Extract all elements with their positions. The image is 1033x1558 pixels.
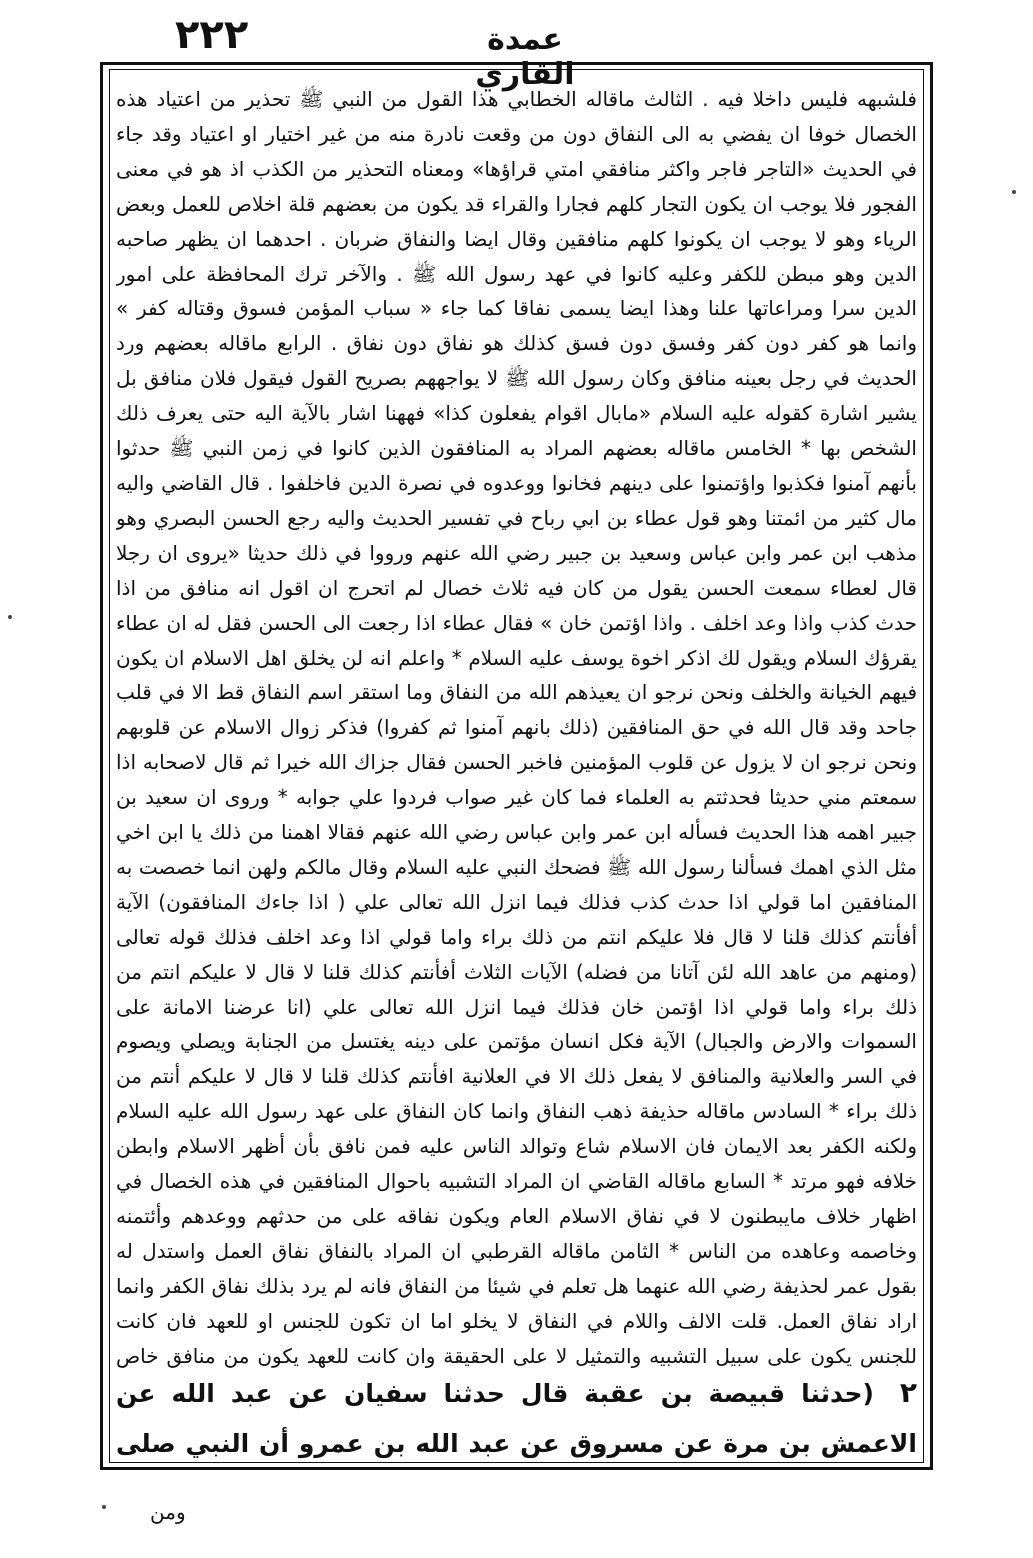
hadith-text: (حدثنا قبيصة بن عقبة قال حدثنا سفيان عن عبد الله عن الاعمش بن مرة عن مسروق عن عبد الله بن عمرو أن النبي صلى <box>116 1379 917 1458</box>
catchword: ومن <box>150 1500 186 1524</box>
running-title: عمدة القاري <box>475 22 575 92</box>
margin-dot <box>102 1505 106 1509</box>
margin-dot <box>1012 190 1016 194</box>
commentary-paragraph: فلشبهه فليس داخلا فيه . الثالث ماقاله الخطابي هذا القول من النبي ﷺ تحذير من اعتياد هذه الخصال خوفا ان يفضي به الى النفاق دون من وقعت نادرة منه من غير اختيار او اعتياد وقد جاء في الحديث «التاجر فاجر واكثر منافقي امتي قراؤها» ومعناه التحذير من الكذب اذ هو في معنى الفجور فلا يوجب ان يكون التجار كلهم فجارا والقراء قد يكون من بعضهم قلة اخلاص للعمل وبعض الرياء وهو لا يوجب ان يكونوا كلهم منافقين وقال ايضا والنفاق ضربان . احدهما ان يظهر صاحبه الدين وهو مبطن للكفر وعليه كانوا في عهد رسول الله ﷺ . والآخر ترك المحافظة على امور الدين سرا ومراعاتها علنا وهذا ايضا يسمى نفاقا كما جاء « سباب المؤمن فسوق وقتاله كفر » وانما هو كفر دون كفر وفسق دون فسق كذلك هو نفاق دون نفاق . الرابع ماقاله بعضهم ورد الحديث في رجل بعينه منافق وكان رسول الله ﷺ لا يواجههم بصريح القول فيقول فلان منافق بل يشير اشارة كقوله عليه السلام «مابال اقوام يفعلون كذا» فههنا اشار بالآية اليه حتى يعرف ذلك الشخص بها * الخامس ماقاله بعضهم المراد به المنافقون الذين كانوا في زمن النبي ﷺ حدثوا بأنهم آمنوا فكذبوا واؤتمنوا على دينهم فخانوا ووعدوه في نصرة الدين فاخلفوا . قال القاضي واليه مال كثير من ائمتنا وهو قول عطاء بن ابي رباح في تفسير الحديث واليه رجع الحسن البصري وهو مذهب ابن عمر وابن عباس وسعيد بن جبير رضي الله عنهم ورووا في ذلك حديثا «يروى ان رجلا قال لعطاء سمعت الحسن يقول من كان فيه ثلاث خصال لم اتحرج ان اقول انه منافق من اذا حدث كذب واذا وعد اخلف . واذا اؤتمن خان » فقال عطاء اذا رجعت الى الحسن فقل له ان عطاء يقرؤك السلام ويقول لك اذكر اخوة يوسف عليه السلام * واعلم انه لن يخلق اهل الاسلام ان يكون فيهم الخيانة والخلف ونحن نرجو ان يعيذهم الله من النفاق وما استقر اسم النفاق قط الا في قلب جاحد وقد قال الله في حق المنافقين (ذلك بانهم آمنوا ثم كفروا) فذكر زوال الاسلام عن قلوبهم ونحن نرجو ان لا يزول عن قلوب المؤمنين فاخبر الحسن فقال جزاك الله خيرا ثم قال لاصحابه اذا سمعتم مني حديثا فحدثتم به العلماء فما كان غير صواب فردوا علي جوابه * وروى ان سعيد بن جبير اهمه هذا الحديث فسأله ابن عمر وابن عباس رضي الله عنهم فقالا اهمنا من ذلك يا ابن اخي مثل الذي اهمك فسألنا رسول الله ﷺ فضحك النبي عليه السلام وقال مالكم ولهن انما خصصت به المنافقين اما قولي اذا حدث كذب فذلك فيما انزل الله تعالى علي ( اذا جاءك المنافقون) الآية أفأنتم كذلك قلنا لا قال فلا عليكم انتم من ذلك براء واما قولي اذا وعد اخلف فذلك قوله تعالى (ومنهم من عاهد الله لئن آتانا من فضله) الآيات الثلاث أفأنتم كذلك قلنا لا قال لا عليكم انتم من ذلك براء واما قولي اذا اؤتمن خان فذلك فيما انزل الله تعالى علي (انا عرضنا الامانة على السموات والارض والجبال) الآية فكل انسان مؤتمن على دينه يغتسل من الجنابة ويصلي ويصوم في السر والعلانية والمنافق لا يفعل ذلك الا في العلانية افأنتم كذلك قلنا لا قال لا عليكم أنتم من ذلك براء * السادس ماقاله حذيفة ذهب النفاق وانما كان النفاق على عهد رسول الله عليه السلام ولكنه الكفر بعد الايمان فان الاسلام شاع وتوالد الناس عليه فمن نافق بأن أظهر الاسلام وابطن خلافه فهو مرتد * السابع ماقاله القاضي ان المراد التشبيه باحوال المنافقين في هذه الخصال في اظهار خلاف مايبطنون لا في نفاق الاسلام العام ويكون نفاقه على من حدثهم ووعدهم وأئتمنه وخاصمه وعاهده من الناس * الثامن ماقاله القرطبي ان المراد بالنفاق نفاق العمل واستدل له بقول عمر لحذيفة رضي الله عنهما هل تعلم في شيئا من النفاق فانه لم يرد بذلك نفاق الكفر وانما اراد نفاق العمل. قلت الالف واللام في النفاق لا يخلو اما ان تكون للجنس او للعهد فان كانت للجنس يكون على سبيل التشبيه والتمثيل لا على الحقيقة وان كانت للعهد يكون من منافق خاص <box>116 87 917 1368</box>
page-number: ٢٢٢ <box>175 12 249 58</box>
hadith-number: ٢ <box>899 1376 917 1409</box>
hadith-block <box>116 1368 917 1464</box>
margin-dot <box>8 615 12 619</box>
commentary-body <box>116 82 917 1372</box>
